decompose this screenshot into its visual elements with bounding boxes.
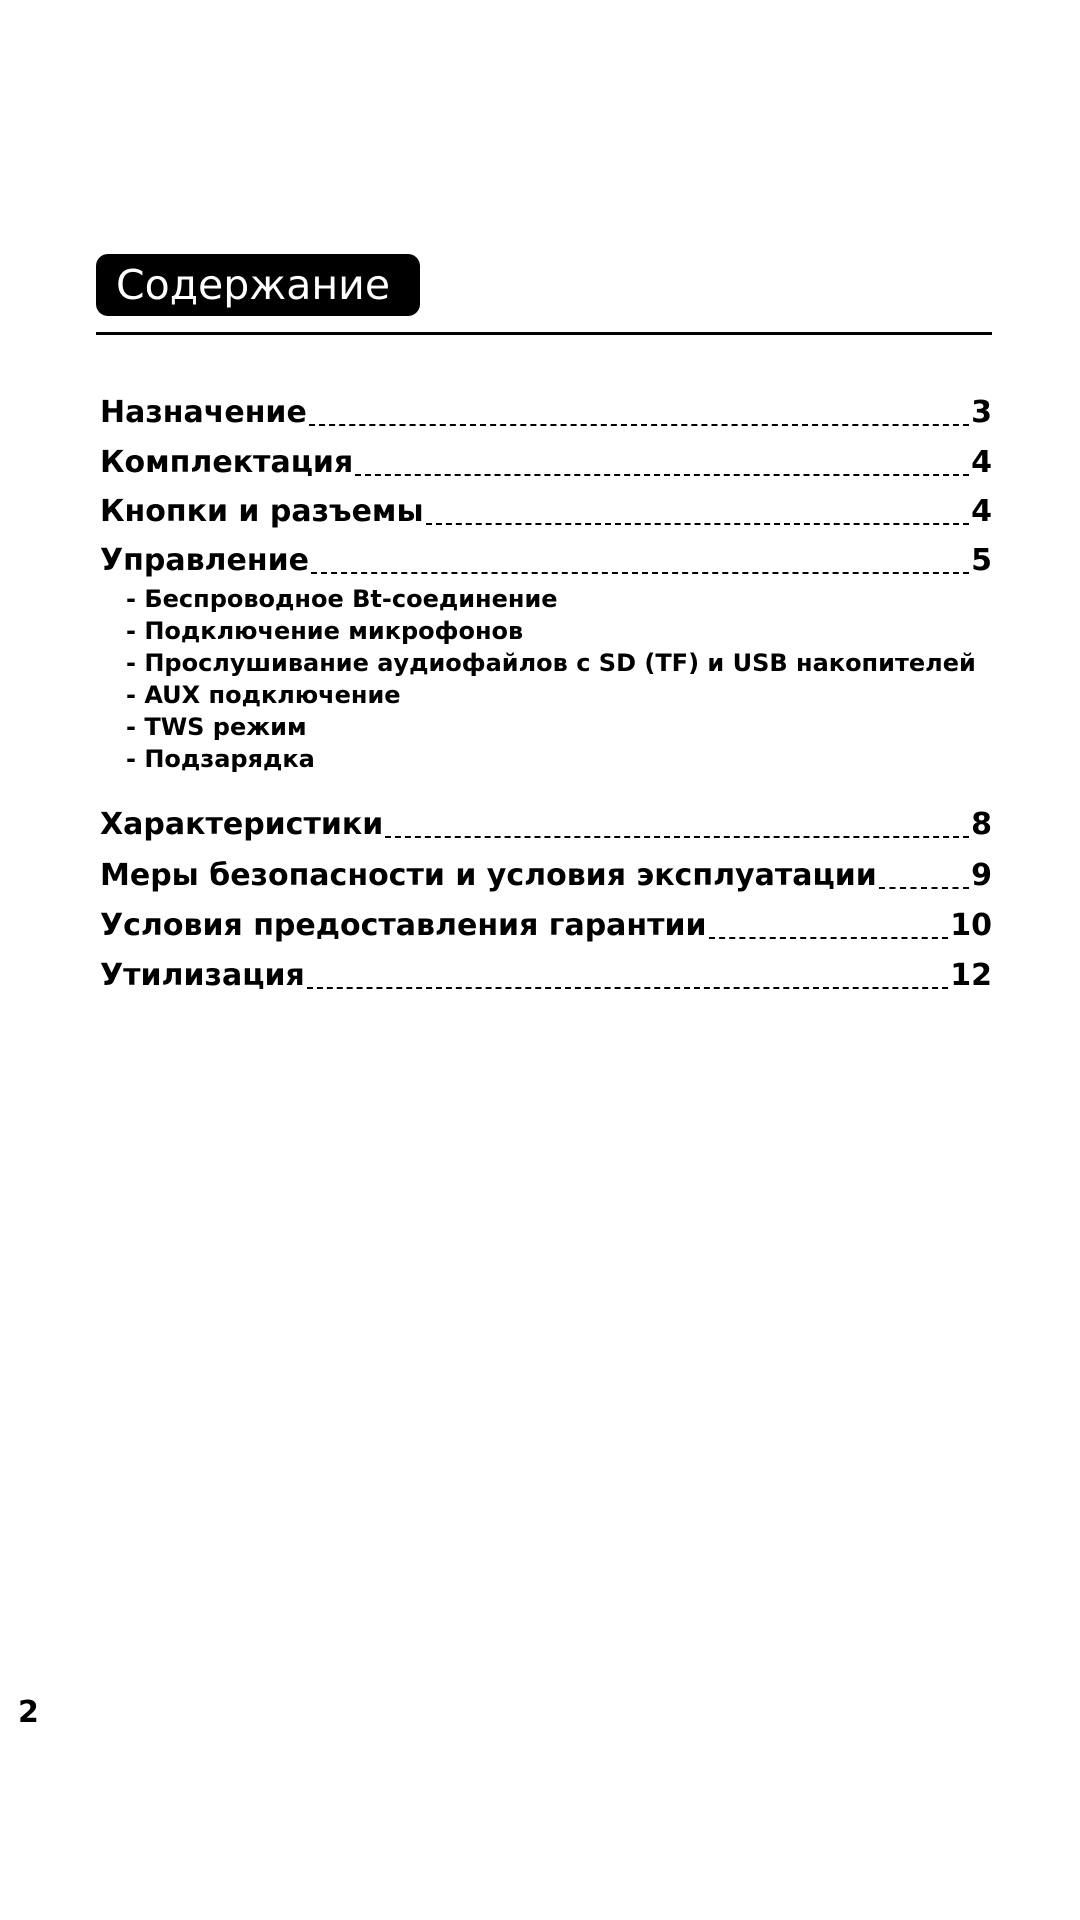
toc-entry-disposal[interactable] bbox=[100, 951, 992, 991]
toc-entry-page: 4 bbox=[971, 494, 992, 529]
toc-entry-page: 9 bbox=[971, 858, 992, 893]
toc-entry-label: Утилизация bbox=[100, 958, 305, 993]
toc-subsection-item[interactable]: - TWS режим bbox=[126, 713, 307, 741]
toc-entry-label: Меры безопасности и условия эксплуатации bbox=[100, 858, 877, 893]
contents-title: Содержание bbox=[116, 260, 391, 309]
toc-entry-page: 3 bbox=[971, 395, 992, 430]
toc-dot-leader bbox=[426, 523, 970, 525]
toc-subsection-item[interactable]: - Подзарядка bbox=[126, 745, 315, 773]
toc-entry-page: 12 bbox=[950, 958, 992, 993]
toc-entry-package-contents[interactable] bbox=[100, 438, 992, 478]
toc-entry-label: Характеристики bbox=[100, 807, 384, 842]
toc-entry-warranty[interactable] bbox=[100, 901, 992, 941]
toc-entry-purpose[interactable] bbox=[100, 388, 992, 428]
toc-dot-leader bbox=[385, 836, 969, 838]
toc-entry-page: 10 bbox=[950, 908, 992, 943]
contents-title-badge bbox=[96, 254, 420, 316]
toc-entry-page: 8 bbox=[971, 807, 992, 842]
toc-entry-buttons-connectors[interactable] bbox=[100, 487, 992, 527]
toc-entry-page: 4 bbox=[971, 445, 992, 480]
toc-entry-label: Комплектация bbox=[100, 445, 354, 480]
toc-entry-page: 5 bbox=[971, 543, 992, 578]
toc-entry-label: Управление bbox=[100, 543, 309, 578]
toc-dot-leader bbox=[879, 887, 969, 889]
toc-subsection-item[interactable]: - Беспроводное Bt-соединение bbox=[126, 585, 558, 613]
toc-dot-leader bbox=[355, 474, 969, 476]
toc-dot-leader bbox=[709, 937, 949, 939]
toc-entry-label: Назначение bbox=[100, 395, 307, 430]
title-divider bbox=[96, 332, 992, 335]
toc-subsection-item[interactable]: - AUX подключение bbox=[126, 681, 401, 709]
toc-entry-label: Кнопки и разъемы bbox=[100, 494, 424, 529]
toc-subsection-item[interactable]: - Подключение микрофонов bbox=[126, 617, 524, 645]
toc-entry-specifications[interactable] bbox=[100, 800, 992, 840]
toc-entry-safety[interactable] bbox=[100, 851, 992, 891]
toc-dot-leader bbox=[307, 987, 949, 989]
toc-entry-operation[interactable] bbox=[100, 536, 992, 576]
toc-subsection-item[interactable]: - Прослушивание аудиофайлов с SD (TF) и USB накопителей bbox=[126, 649, 976, 677]
toc-subsection-list bbox=[126, 583, 1006, 775]
toc-dot-leader bbox=[309, 424, 969, 426]
toc-entry-label: Условия предоставления гарантии bbox=[100, 908, 707, 943]
page-number: 2 bbox=[18, 1695, 39, 1730]
toc-dot-leader bbox=[311, 572, 969, 574]
